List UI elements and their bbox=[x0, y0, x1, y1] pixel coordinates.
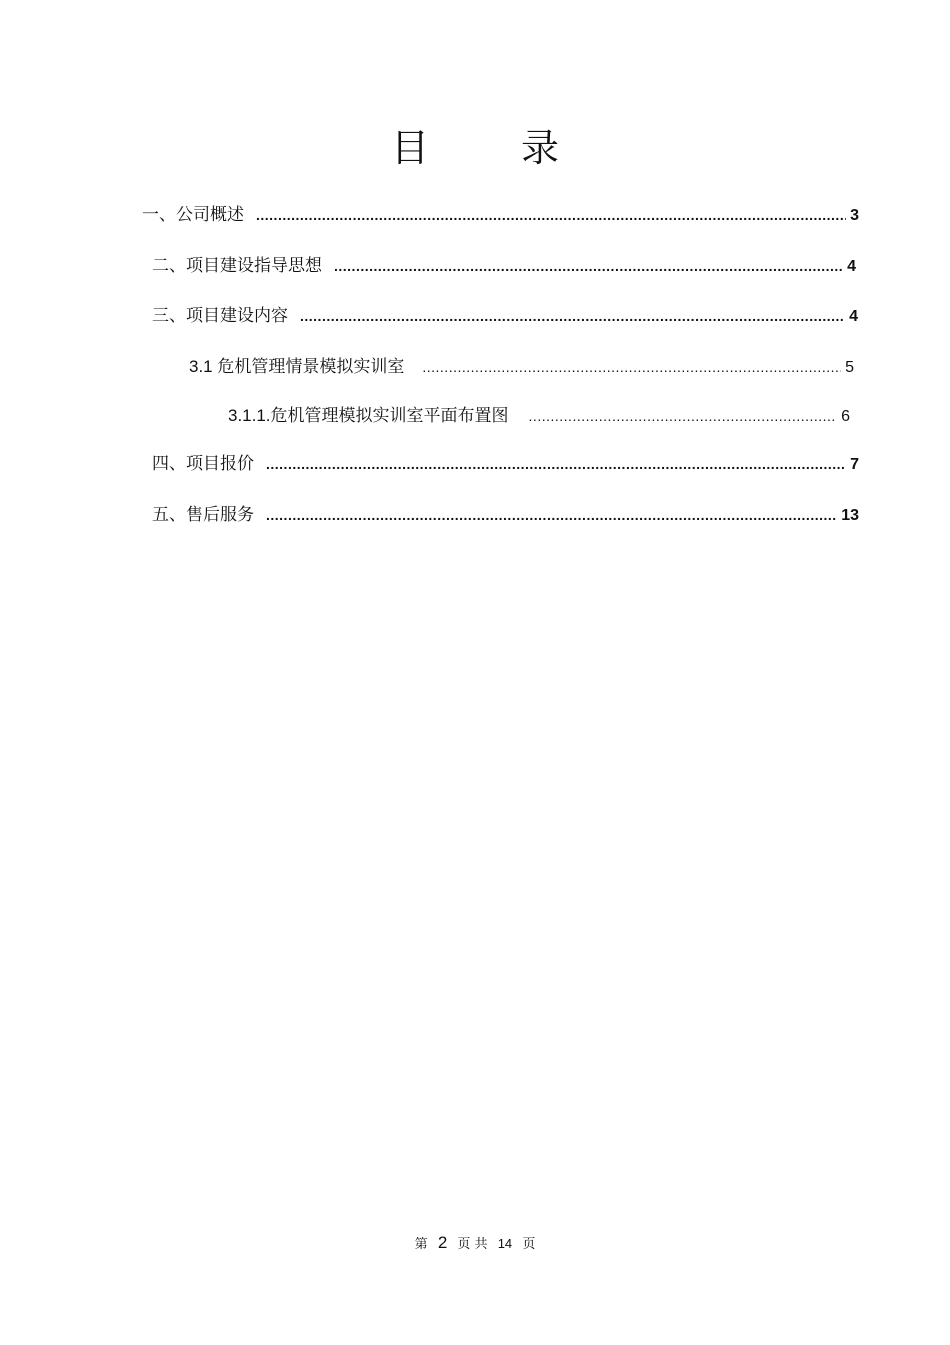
toc-entry-page: 13 bbox=[841, 507, 859, 524]
toc-leader-dots bbox=[529, 404, 838, 428]
toc-entry[interactable] bbox=[152, 304, 858, 328]
toc-leader-dots bbox=[266, 503, 837, 527]
toc-entry-label: 3.1.1.危机管理模拟实训室平面布置图 bbox=[228, 406, 509, 425]
page-footer bbox=[0, 1232, 950, 1256]
toc-entry-label: 一、公司概述 bbox=[142, 205, 244, 225]
toc-entry-page: 4 bbox=[849, 308, 858, 325]
toc-entry-page: 7 bbox=[850, 456, 859, 473]
toc-entry-label: 二、项目建设指导思想 bbox=[152, 256, 322, 276]
toc-leader-dots bbox=[256, 203, 846, 227]
footer-total-pages: 14 bbox=[497, 1236, 513, 1251]
footer-current-page: 2 bbox=[437, 1233, 448, 1252]
toc-entry[interactable] bbox=[152, 452, 859, 476]
toc-entry[interactable] bbox=[152, 503, 859, 527]
toc-entry-page: 6 bbox=[841, 408, 850, 425]
toc-leader-dots bbox=[266, 452, 846, 476]
toc-entry-page: 5 bbox=[845, 359, 854, 376]
footer-middle: 页 共 bbox=[457, 1237, 488, 1252]
toc-entry-page: 3 bbox=[850, 207, 859, 224]
toc-leader-dots bbox=[334, 254, 843, 278]
footer-suffix: 页 bbox=[522, 1237, 536, 1252]
toc-leader-dots bbox=[422, 355, 841, 379]
toc-leader-dots bbox=[300, 304, 845, 328]
toc-entry[interactable] bbox=[152, 254, 856, 278]
toc-entry[interactable] bbox=[189, 355, 854, 379]
toc-entry-page: 4 bbox=[847, 258, 856, 275]
toc-entry-label: 五、售后服务 bbox=[152, 505, 254, 525]
footer-prefix: 第 bbox=[414, 1237, 428, 1252]
toc-entry[interactable] bbox=[142, 203, 859, 227]
toc-entry-label: 3.1 危机管理情景模拟实训室 bbox=[189, 357, 405, 376]
toc-entry-label: 三、项目建设内容 bbox=[152, 306, 288, 326]
toc-entry[interactable] bbox=[228, 404, 850, 428]
toc-entry-label: 四、项目报价 bbox=[152, 454, 254, 474]
toc-title: 目 录 bbox=[390, 126, 600, 170]
